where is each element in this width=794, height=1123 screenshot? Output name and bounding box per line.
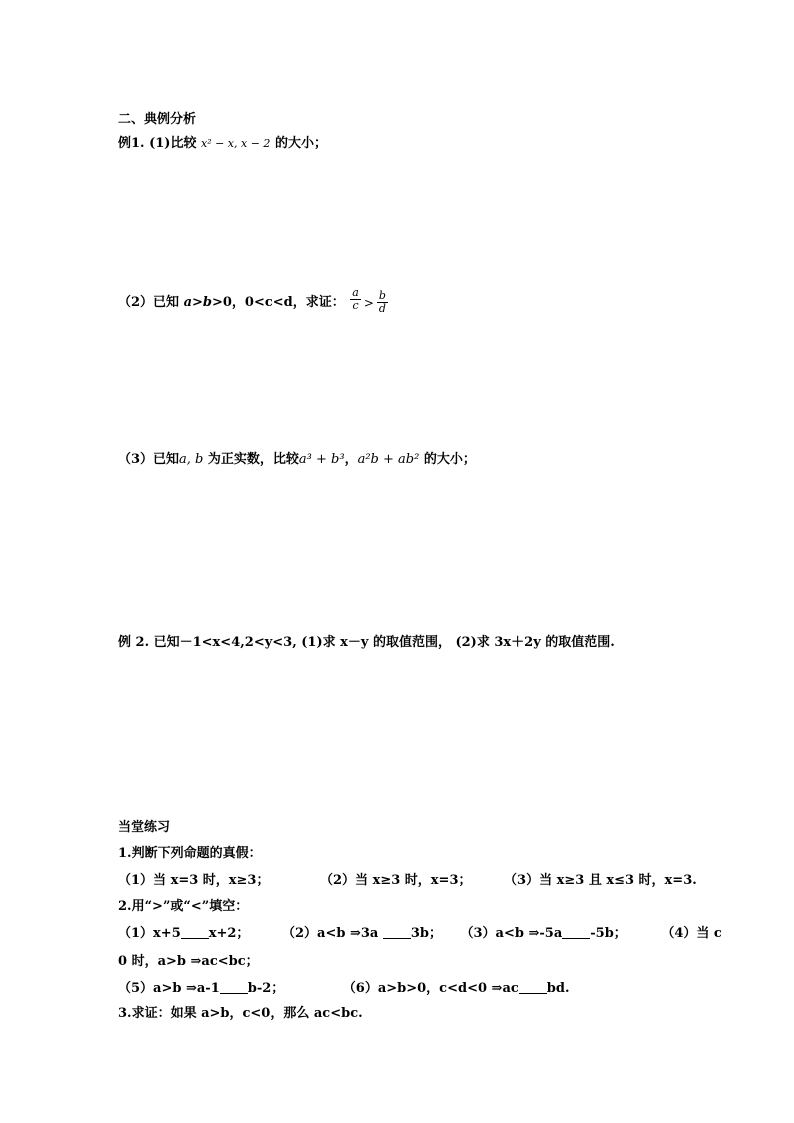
part-3-separator: ， bbox=[344, 452, 358, 467]
part-3-prefix: （3）已知 bbox=[118, 452, 180, 467]
question-2-row-1 bbox=[118, 926, 722, 942]
q2-item-5-right: b-2； bbox=[247, 981, 285, 996]
question-2-title: 2.用“>”或“<”填空： bbox=[118, 899, 249, 914]
part-3-expression-2: a²b + ab² bbox=[357, 452, 420, 467]
q2-item-1-left: （1）x+5 bbox=[118, 926, 181, 941]
q2-item-1-right: x+2； bbox=[208, 926, 250, 941]
greater-than-sign: > bbox=[363, 295, 374, 310]
part-3-suffix: 的大小； bbox=[419, 452, 476, 467]
example-1-part-3 bbox=[118, 452, 476, 468]
q2-item-5-left: （5）a>b ⇒a-1 bbox=[118, 981, 220, 996]
part-2-prefix: （2）已知 bbox=[118, 295, 184, 310]
answer-blank-2[interactable] bbox=[383, 926, 411, 939]
answer-blank-5[interactable] bbox=[220, 981, 248, 994]
question-1-item-3: （3）当 x≥3 且 x≤3 时，x=3. bbox=[504, 873, 697, 888]
example-1-label: 例1. (1)比较 bbox=[118, 136, 197, 151]
question-1-title: 1.判断下列命题的真假： bbox=[118, 846, 262, 861]
section-title: 二、典例分析 bbox=[118, 112, 197, 127]
part-3-variables: a, b bbox=[179, 452, 204, 467]
q2-item-3-right: -5b； bbox=[590, 926, 627, 941]
fraction-b-over-d bbox=[377, 290, 388, 315]
q2-item-2-left: （2）a<b ⇒3a bbox=[281, 926, 383, 941]
question-3: 3.求证：如果 a>b，c<0，那么 ac<bc. bbox=[118, 1006, 363, 1021]
fraction-2-denominator: d bbox=[378, 302, 386, 315]
q2-item-2-right: 3b； bbox=[410, 926, 442, 941]
example-1-expression: x² − x, x − 2 bbox=[200, 137, 271, 150]
question-1-item-2: （2）当 x≥3 时，x=3； bbox=[320, 873, 472, 888]
question-2-row-2 bbox=[118, 954, 259, 970]
answer-blank-1[interactable] bbox=[181, 926, 209, 939]
answer-blank-3[interactable] bbox=[562, 926, 590, 939]
example-2: 例 2. 已知－1<x<4,2<y<3, (1)求 x－y 的取值范围， (2)求 3x＋2y 的取值范围. bbox=[118, 635, 615, 650]
example-1-part-1 bbox=[118, 136, 327, 152]
q2-item-3-left: （3）a<b ⇒-5a bbox=[460, 926, 563, 941]
part-2-condition-math: a>b bbox=[183, 295, 212, 310]
part-2-condition-rest: >0，0<c<d，求证： bbox=[211, 295, 345, 310]
fraction-1-numerator: a bbox=[352, 286, 359, 299]
question-2-row-3 bbox=[118, 981, 570, 997]
part-3-expression-1: a³ + b³ bbox=[298, 452, 345, 467]
question-1-items bbox=[118, 873, 697, 889]
part-3-mid: 为正实数，比较 bbox=[203, 452, 299, 467]
example-1-suffix: 的大小； bbox=[274, 136, 327, 151]
example-1-part-2 bbox=[118, 286, 389, 315]
fraction-1-denominator: c bbox=[352, 299, 359, 312]
answer-blank-6[interactable] bbox=[519, 981, 547, 994]
q2-item-4-left: （4）当 c bbox=[661, 926, 722, 941]
fraction-2-numerator: b bbox=[378, 289, 386, 302]
question-1-item-1: （1）当 x=3 时，x≥3； bbox=[118, 873, 270, 888]
q2-item-6-right: bd. bbox=[546, 981, 570, 996]
q2-item-6-left: （6）a>b>0，c<d<0 ⇒ac bbox=[342, 981, 519, 996]
q2-item-4-right: 0 时，a>b ⇒ac<bc； bbox=[118, 954, 259, 969]
fraction-a-over-c bbox=[350, 287, 361, 312]
practice-title: 当堂练习 bbox=[118, 820, 171, 835]
